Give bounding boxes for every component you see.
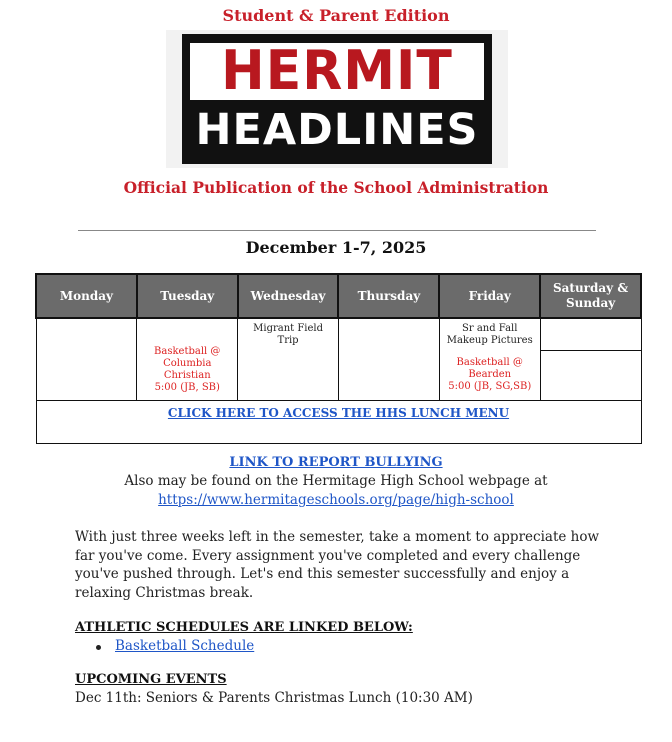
event-label: Sr and Fall Makeup Pictures bbox=[446, 323, 533, 346]
event-label: Basketball @ Columbia Christian bbox=[154, 346, 221, 381]
day-header: Thursday bbox=[338, 274, 439, 318]
divider bbox=[78, 230, 596, 231]
day-header: Friday bbox=[439, 274, 540, 318]
event-label: Migrant Field Trip bbox=[253, 323, 323, 346]
message-paragraph: With just three weeks left in the semester, take a moment to appreciate how far you've come. Every assignment you've completed and every challenge you've pushed through. Let's end this semester successfully and enjoy a relaxing Christmas break. bbox=[75, 529, 600, 601]
wednesday-cell bbox=[238, 318, 339, 400]
report-bullying-link[interactable]: LINK TO REPORT BULLYING bbox=[229, 455, 443, 470]
school-webpage-link[interactable]: https://www.hermitageschools.org/page/high-school bbox=[158, 492, 514, 508]
logo-line2: HEADLINES bbox=[195, 105, 479, 155]
logo-line1: HERMIT bbox=[221, 39, 453, 103]
thursday-cell bbox=[338, 318, 439, 400]
lunch-row bbox=[36, 400, 641, 443]
athletic-heading: ATHLETIC SCHEDULES ARE LINKED BELOW: bbox=[75, 620, 413, 635]
event-time: 5:00 (JB, SG,SB) bbox=[448, 381, 532, 392]
day-header: Monday bbox=[36, 274, 137, 318]
day-header: Saturday & Sunday bbox=[540, 274, 641, 318]
week-dates: December 1-7, 2025 bbox=[245, 238, 427, 257]
basketball-schedule-link[interactable]: Basketball Schedule bbox=[115, 638, 255, 654]
weekend-cell bbox=[540, 318, 641, 400]
upcoming-events-heading: UPCOMING EVENTS bbox=[75, 672, 227, 687]
tuesday-cell bbox=[137, 318, 238, 400]
official-subtitle: Official Publication of the School Administration bbox=[123, 178, 549, 197]
hermit-headlines-logo bbox=[166, 30, 508, 168]
edition-label: Student & Parent Edition bbox=[222, 6, 450, 25]
day-header: Tuesday bbox=[137, 274, 238, 318]
bullet-icon bbox=[96, 645, 101, 650]
day-header: Wednesday bbox=[238, 274, 339, 318]
webpage-note: Also may be found on the Hermitage High School webpage at bbox=[124, 473, 548, 489]
event-label: Basketball @ Bearden bbox=[456, 357, 523, 380]
monday-cell bbox=[36, 318, 137, 400]
event-item: Dec 11th: Seniors & Parents Christmas Lunch (10:30 AM) bbox=[75, 690, 473, 706]
lunch-menu-link[interactable]: CLICK HERE TO ACCESS THE HHS LUNCH MENU bbox=[167, 405, 510, 420]
friday-cell bbox=[439, 318, 540, 400]
weekly-calendar bbox=[35, 273, 642, 444]
event-time: 5:00 (JB, SB) bbox=[154, 382, 220, 393]
